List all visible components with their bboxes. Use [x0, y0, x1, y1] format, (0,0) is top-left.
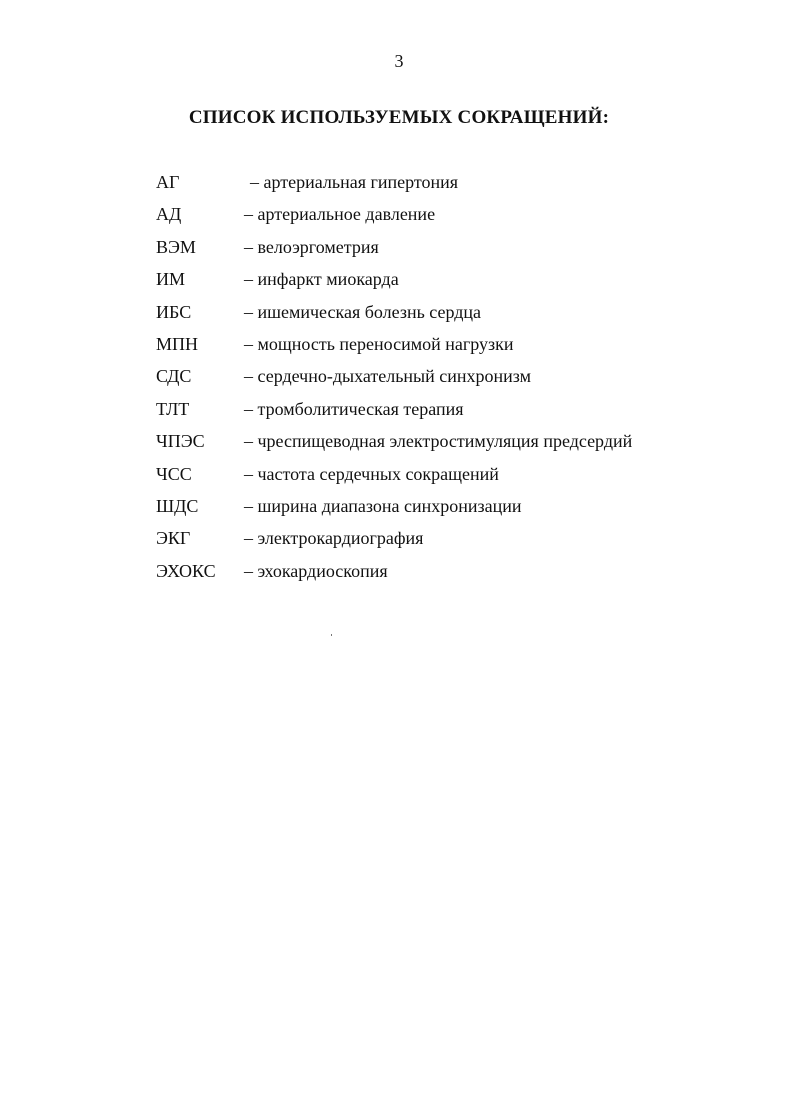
abbreviation-definition: – тромболитическая терапия — [244, 398, 464, 419]
abbreviation-term: ВЭМ — [156, 236, 196, 257]
abbreviation-term: СДС — [156, 366, 192, 387]
abbreviation-definition: – эхокардиоскопия — [244, 560, 388, 581]
abbreviation-term: ИМ — [156, 269, 186, 290]
abbreviation-term: МПН — [156, 333, 199, 354]
abbreviation-definition: – инфаркт миокарда — [244, 269, 399, 290]
abbreviation-term: ШДС — [156, 495, 199, 516]
abbreviation-term: ИБС — [156, 301, 192, 322]
abbreviation-row — [156, 235, 776, 267]
abbreviation-definition: – артериальное давление — [244, 204, 436, 225]
abbreviation-definition: – велоэргометрия — [244, 236, 379, 257]
abbreviation-row — [156, 462, 776, 494]
abbreviation-row — [156, 202, 776, 234]
abbreviation-row — [156, 267, 776, 299]
abbreviation-definition: – электрокардиография — [244, 528, 424, 549]
page-title: СПИСОК ИСПОЛЬЗУЕМЫХ СОКРАЩЕНИЙ: — [188, 107, 610, 128]
abbreviation-definition: – сердечно-дыхательный синхронизм — [244, 366, 532, 387]
abbreviation-row — [156, 364, 776, 396]
abbreviation-term: ЧПЭС — [156, 431, 205, 452]
abbreviation-term: ЭХОКС — [156, 560, 216, 581]
abbreviation-row — [156, 170, 776, 202]
abbreviation-definition: – чреспищеводная электростимуляция предсердий — [244, 431, 633, 452]
abbreviation-row — [156, 559, 776, 591]
abbreviation-row — [156, 300, 776, 332]
abbreviation-definition: – ширина диапазона синхронизации — [244, 495, 522, 516]
abbreviation-row — [156, 429, 776, 461]
abbreviation-term: ТЛТ — [156, 398, 190, 419]
abbreviation-definition: – мощность переносимой нагрузки — [244, 333, 514, 354]
abbreviation-term: ЧСС — [156, 463, 192, 484]
abbreviation-row — [156, 526, 776, 558]
abbreviation-definition: – артериальная гипертония — [250, 172, 459, 192]
scan-speck — [331, 634, 332, 636]
abbreviation-row — [156, 494, 776, 526]
abbreviation-term: АГ — [156, 172, 180, 192]
abbreviation-definition: – ишемическая болезнь сердца — [244, 301, 482, 322]
abbreviation-row — [156, 397, 776, 429]
abbreviation-term: АД — [156, 204, 182, 225]
abbreviation-row — [156, 332, 776, 364]
page-number: 3 — [394, 51, 404, 71]
abbreviation-term: ЭКГ — [156, 528, 191, 549]
abbreviation-list — [156, 170, 776, 591]
abbreviation-definition: – частота сердечных сокращений — [244, 463, 499, 484]
